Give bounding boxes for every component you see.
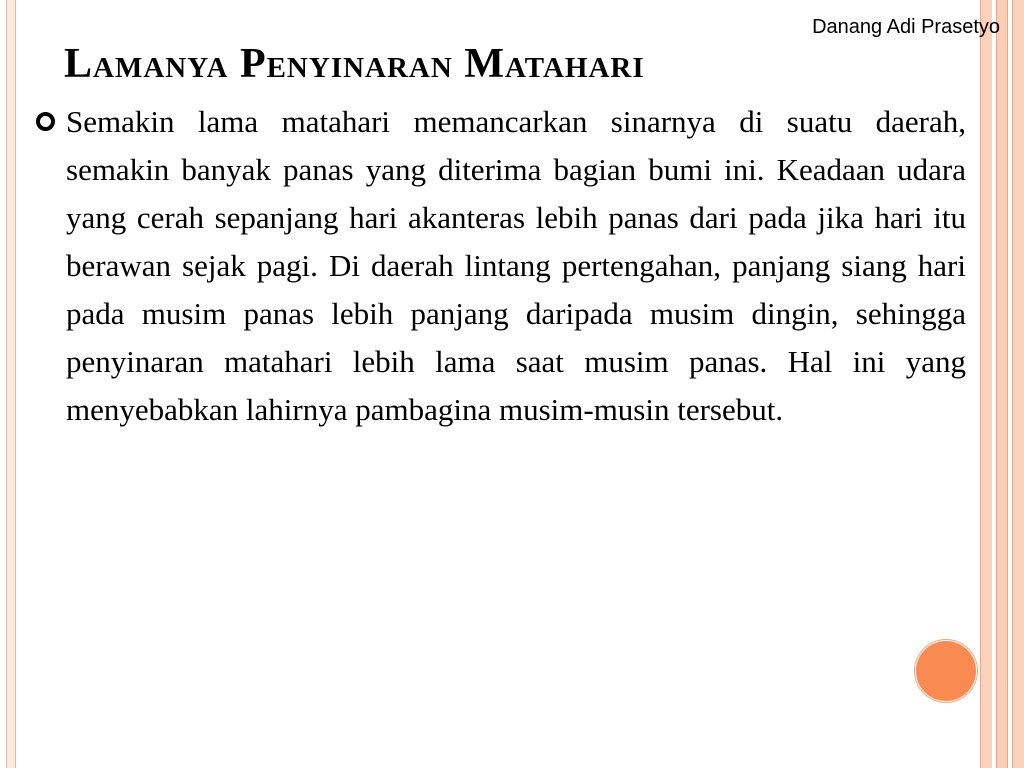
right-border-stripe <box>1012 0 1024 768</box>
circle-bullet-icon <box>36 112 55 131</box>
author-name: Danang Adi Prasetyo <box>812 16 1000 38</box>
left-border-decoration <box>6 0 16 768</box>
orange-circle-icon <box>915 640 977 702</box>
slide-title: Lamanya Penyinaran Matahari <box>64 41 645 87</box>
bullet-text: Semakin lama matahari memancarkan sinarnya di suatu daerah, semakin banyak panas yang diterima bagian bumi ini. Keadaan udara yang cerah sepanjang hari akanteras lebih panas dari pada jika hari itu berawan sejak pagi. Di daerah lintang pertengahan, panjang siang hari pada musim panas lebih panjang daripada musim dingin, sehingga penyinaran matahari lebih lama saat musim panas. Hal ini yang menyebabkan lahirnya pambagina musim-musin tersebut. <box>66 104 966 427</box>
right-border-stripe <box>996 0 1008 768</box>
bullet-item <box>36 98 966 434</box>
